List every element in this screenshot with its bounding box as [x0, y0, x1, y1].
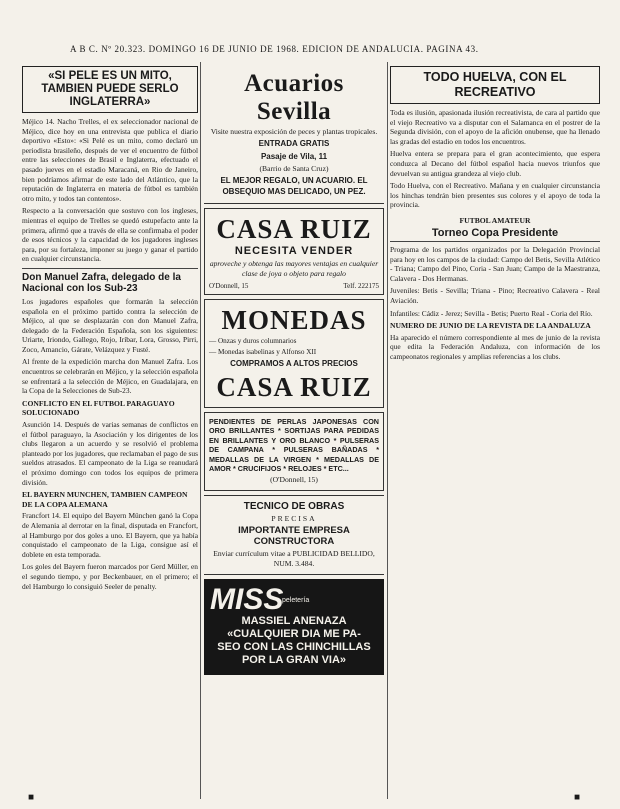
ad-acuarios-sevilla	[204, 66, 384, 204]
article-paraguay-headline: CONFLICTO EN EL FUTBOL PARAGUAYO SOLUCIONADO	[22, 398, 175, 418]
page-bottom-marks	[0, 792, 620, 803]
article-bayern-paragraph: Los goles del Bayern fueron marcados por Gerd Müller, en el segundo tiempo, y por Beckenbauer, en el primero; el del Hamburgo lo consiguió Seeler de penalty.	[22, 562, 198, 591]
ad-acuarios-address: Pasaje de Vila, 11	[260, 151, 328, 161]
ad-miss-line: MASSIEL ANENAZA	[241, 615, 347, 628]
ad-miss-line: «CUALQUIER DIA ME PA-	[227, 628, 361, 641]
ad-acuarios-line: Visite nuestra exposición de peces y plantas tropicales.	[210, 127, 378, 136]
article-pele-headline: «SI PELE ES UN MITO, TAMBIEN PUEDE SERLO INGLATERRA»	[41, 70, 179, 108]
ad-acuarios-district: (Barrio de Santa Cruz)	[259, 164, 329, 173]
ad-monedas-title: MONEDAS	[221, 304, 367, 335]
article-huelva-headline: TODO HUELVA, CON EL RECREATIVO	[423, 70, 567, 99]
article-huelva-paragraph: Huelva entera se prepara para el gran acontecimiento, que espera conduzca al Decano del fútbol español hacia nuevos triunfos que devuelvan su antigua grandeza al viejo club.	[390, 149, 600, 178]
article-revista-paragraph: Ha aparecido el número correspondiente al mes de junio de la revista que edita la Federación Andaluza, con información de los campeonatos regionales y amplias referencias a los clubs.	[390, 332, 600, 361]
article-zafra-headline: Don Manuel Zafra, delegado de la Nacional con los Sub-23	[22, 268, 198, 295]
ad-acuarios-title: Acuarios Sevilla	[244, 70, 344, 125]
ad-miss-line: POR LA GRAN VIA»	[241, 654, 347, 667]
ad-miss-logo: MISS	[210, 583, 284, 617]
column-rule-1	[200, 62, 201, 799]
ad-casa-ruiz-vender	[204, 208, 384, 295]
section-futbol-amateur: FUTBOL AMATEUR	[459, 215, 531, 225]
ad-monedas	[204, 299, 384, 408]
article-bayern-headline: EL BAYERN MUNCHEN, TAMBIEN CAMPEON DE LA COPA ALEMANA	[22, 490, 188, 509]
article-zafra-paragraph: Al frente de la expedición marcha don Manuel Zafra. Los encuentros se celebrarán en Méjico, y la selección española se enfrentará a la selección de Méjico, en Guadalajara, en la Copa de la Selecciones de Sub-23.	[22, 357, 198, 396]
article-copa-presidente-headline: Torneo Copa Presidente	[390, 227, 600, 242]
ad-casa-ruiz-address: O'Donnell, 15	[209, 281, 249, 290]
column-right	[390, 62, 600, 809]
ad-miss-line: SEO CON LAS CHINCHILLAS	[217, 641, 371, 654]
column-rule-2	[387, 62, 388, 799]
ad-monedas-item: — Monedas isabelinas y Alfonso XII	[209, 347, 317, 356]
ad-casa-ruiz-phone: Telf. 222175	[343, 281, 379, 290]
ad-miss-peleteria	[204, 579, 384, 675]
column-left	[22, 62, 198, 809]
article-pele-headline-box	[22, 66, 198, 113]
ad-tecnico-company: IMPORTANTE EMPRESA CONSTRUCTORA	[238, 525, 350, 547]
article-bayern-paragraph: Francfort 14. El equipo del Bayern München ganó la Copa de Alemania al derrotar en la final, disputada en Francfort, al Hamburgo por dos goles a uno. El Bayern, que ya había conquistado el campeonato de la Liga, consigue así el doblete en esta temporada.	[22, 511, 198, 559]
ad-casa-ruiz-footer	[209, 282, 379, 290]
article-copa-presidente-paragraph: Infantiles: Cádiz - Jerez; Sevilla - Betis; Puerto Real - Coria del Río.	[390, 308, 593, 318]
ad-acuarios-slogan: EL MEJOR REGALO, UN ACUARIO. EL OBSEQUIO MAS DELICADO, UN PEZ.	[220, 176, 368, 196]
registration-mark: ■	[574, 792, 581, 803]
ad-miss-tag: peletería	[282, 597, 310, 605]
ad-casa-ruiz-body: aproveche y obtenga las mayores ventajas en cualquier clase de joya o objeto para regalo	[209, 258, 379, 278]
ad-monedas-buy: COMPRAMOS A ALTOS PRECIOS	[230, 359, 358, 369]
article-huelva-paragraph: Toda es ilusión, apasionada ilusión recreativista, de cara al partido que el viejo Recreativo va a disputar con el Salamanca en el postrer de la Segunda división, con el apoyo de la afición onubense, que ha llenado las gradas del estadio en todos los encuentros.	[390, 108, 600, 146]
ad-tecnico-precisa: PRECISA	[271, 514, 317, 524]
page-header: A B C. Nº 20.323. DOMINGO 16 DE JUNIO DE 1968. EDICION DE ANDALUCIA. PAGINA 43.	[70, 44, 479, 54]
article-paraguay-paragraph: Asunción 14. Después de varias semanas de conflictos en el fútbol paraguayo, la Asociación y los dirigentes de los clubs llegaron a un acuerdo y se resolvió el problema planteado por los jugadores, que reclamaban el pago de sus sueldos atrasados. El campeonato de la Liga se reanudará el próximo domingo con todos los equipos de primera división.	[22, 420, 198, 487]
article-pele-paragraph: Méjico 14. Nacho Trelles, el ex seleccionador nacional de Méjico, dice hoy en una entrevista que publica el diario deportivo «Esto»: «Si Pelé es un mito, como declaró un periodista brasileño, después de ver el encuentro de fútbol entre las selecciones de Brasil e Inglaterra, efectuado el pasado jueves en el estadio Maracaná, en Rio de Janeiro, bien podríamos afirmar de este lado del Atlántico, que la reputación de Inglaterra en materia de fútbol es también otro mito, y todos tan contentos».	[22, 117, 198, 203]
ad-pendientes-address: (O'Donnell, 15)	[270, 474, 318, 484]
ad-pendientes	[204, 412, 384, 491]
article-huelva-paragraph: Todo Huelva, con el Recreativo. Mañana y en cualquier circunstancia los hinchas tendrán bien presentes sus colores y el apoyo de toda la provincia.	[390, 181, 600, 210]
ad-acuarios-entry: ENTRADA GRATIS	[258, 139, 330, 148]
ad-monedas-brand: CASA RUIZ	[216, 371, 372, 402]
ad-monedas-item: — Onzas y duros columnarios	[209, 336, 297, 345]
ad-casa-ruiz-subtitle: NECESITA VENDER	[234, 245, 354, 257]
article-pele-paragraph: Respecto a la conversación que sostuvo con los ingleses, mientras el equipo de Trelles se quedó estupefacto ante la primera, afirmó que a través de ella se confirmaba el poder de esos técnicos y la capacidad de los jugadores ingleses para, por su fortaleza, imponer su juego y ganar el partido en cualquier circunstancia.	[22, 206, 198, 264]
registration-mark: ■	[28, 792, 35, 803]
column-middle	[204, 62, 384, 809]
article-huelva-headline-box	[390, 66, 600, 104]
ad-tecnico-body: Enviar currículum vitae a PUBLICIDAD BELLIDO, NUM. 3.484.	[213, 549, 375, 569]
article-zafra-paragraph: Los jugadores españoles que formarán la selección española en el próximo partido contra la selección de Méjico, al que se desplazarán con don Manuel Zafra, delegado de la Federación Española, son los siguientes: Uriarte, Iriondo, Gallego, Rojo, Iríbar, Lora, Grosso, Pirri, Zoco, Amancio, Gárate, Velázquez y Fusté.	[22, 296, 198, 354]
ad-pendientes-body: PENDIENTES DE PERLAS JAPONESAS CON ORO BRILLANTES * SORTIJAS PARA PEDIDAS EN BRILLANTES Y ORO BLANCO * PULSERAS DE CAMPANA * PULSERAS BAÑADAS * MEDALLAS DE LA VIRGEN * MEDALLAS DE AMOR * CRUCIFIJOS * RELOJES * ETC...	[209, 416, 379, 474]
ad-casa-ruiz-title: CASA RUIZ	[216, 214, 372, 244]
ad-tecnico-title: TECNICO DE OBRAS	[243, 500, 345, 512]
article-copa-presidente-paragraph: Juveniles: Betis - Sevilla; Triana - Pino; Recreativo Calavera - Real Aviación.	[390, 286, 600, 305]
article-revista-headline: NUMERO DE JUNIO DE LA REVISTA DE LA ANDALUZA	[390, 321, 591, 331]
article-copa-presidente-paragraph: Programa de los partidos organizados por la Delegación Provincial para hoy en los campos de la ciudad: Campo del Betis, Sevilla Atlético - Triana; Campo del Pino, Coria - San Juan; Campo de la Maestranza, Calavera - Dos Hermanas.	[390, 244, 600, 283]
ad-tecnico-obras	[204, 495, 384, 576]
